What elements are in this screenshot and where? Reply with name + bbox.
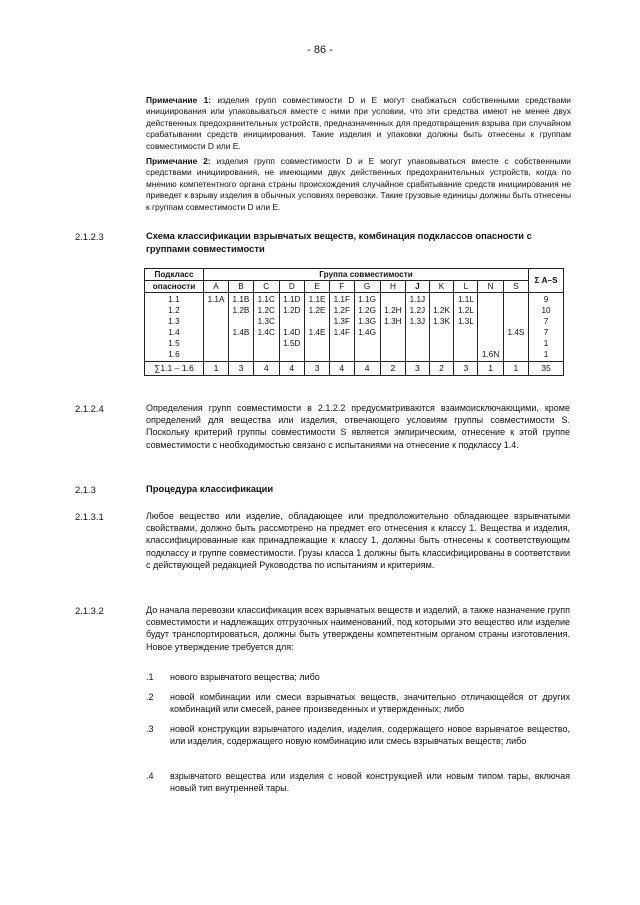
table-head-letter-f: F <box>330 281 354 293</box>
table-cell <box>429 327 454 338</box>
table-cell <box>204 316 229 327</box>
table-row <box>145 349 564 362</box>
table-cell <box>330 338 354 349</box>
table-head-subclass: Подкласс <box>145 269 204 281</box>
table-cell: 1.2D <box>279 305 305 316</box>
table-sum-cell: 9 <box>529 293 564 306</box>
table-total-cell: 4 <box>279 362 305 376</box>
table-sum-cell: 7 <box>529 316 564 327</box>
table-cell: 1.1F <box>330 293 354 306</box>
table-cell <box>478 305 504 316</box>
table-cell <box>305 338 330 349</box>
table-cell: 1.4S <box>503 327 528 338</box>
section-number-2-1-3-2: 2.1.3.2 <box>75 605 104 616</box>
table-cell <box>279 316 305 327</box>
table-cell <box>380 338 406 349</box>
table-total-cell: 3 <box>406 362 429 376</box>
table-cell: 1.3F <box>330 316 354 327</box>
table-cell <box>478 293 504 306</box>
table-cell: 1.1L <box>454 293 478 306</box>
note-2-label: Примечание 2: <box>146 156 211 166</box>
table-head-letter-k: K <box>429 281 454 293</box>
table-cell <box>228 349 253 362</box>
table-head-letter-b: B <box>228 281 253 293</box>
table-cell <box>406 338 429 349</box>
table-cell: 1.3G <box>354 316 380 327</box>
section-number-2-1-2-3: 2.1.2.3 <box>75 231 104 242</box>
table-cell: 1.1B <box>228 293 253 306</box>
list-item-text: нового взрывчатого вещества; либо <box>170 672 320 682</box>
table-cell <box>380 327 406 338</box>
table-subclass-cell: 1.3 <box>145 316 204 327</box>
table-total-cell: 3 <box>228 362 253 376</box>
list-item-number: .3 <box>146 724 154 734</box>
table-sum-cell: 7 <box>529 327 564 338</box>
table-cell <box>429 293 454 306</box>
table-cell <box>503 305 528 316</box>
table-sum-cell: 1 <box>529 338 564 349</box>
list-item-text: новой комбинации или смеси взрывчатых веществ, значительно отличающейся от других комбинаций или смесей, ранее произведенных и утвержденных; либо <box>170 692 570 715</box>
table-head-letter-s: S <box>503 281 528 293</box>
table-total-cell: 1 <box>204 362 229 376</box>
table-head-letter-h: H <box>380 281 406 293</box>
table-cell <box>503 338 528 349</box>
table-head-letter-d: D <box>279 281 305 293</box>
table-cell: 1.3H <box>380 316 406 327</box>
table-cell: 1.1C <box>253 293 279 306</box>
table-cell <box>204 338 229 349</box>
table-cell: 1.1J <box>406 293 429 306</box>
table-cell: 1.1A <box>204 293 229 306</box>
table-head-group: Группа совместимости <box>204 269 529 281</box>
table-cell <box>204 305 229 316</box>
table-subclass-cell: 1.1 <box>145 293 204 306</box>
table-cell: 1.2J <box>406 305 429 316</box>
table-sum-cell: 10 <box>529 305 564 316</box>
section-title-2-1-2-3: Схема классификации взрывчатых веществ, комбинация подклассов опасности с группами совместимости <box>146 230 532 254</box>
note-1-text: изделия групп совместимости D и E могут снабжаться собственными средствами инициирования или упаковываться вместе с ними при условии, что эти средства имеют не менее двух действенных предохранительных устройств, предназначенных для предотвращения взрыва при случайном срабатывании средств инициирования. Такие изделия и упаковки должны быть отнесены к группам совместимости D или E. <box>146 95 571 151</box>
table-cell <box>429 338 454 349</box>
table-head-letter-g: G <box>354 281 380 293</box>
table-head-letter-c: C <box>253 281 279 293</box>
table-head-letter-a: A <box>204 281 229 293</box>
table-cell: 1.2C <box>253 305 279 316</box>
table-cell <box>228 316 253 327</box>
table-total-cell: 1 <box>503 362 528 376</box>
section-text-2-1-2-4: Определения групп совместимости в 2.1.2.2 предусматриваются взаимоисключающими, кроме определений для вещества или изделия, отвечающего условиям группы совместимости S. Поскольку критерий группы совместимости S является эмпирическим, отнесение к этой группе совместимости с необходимостью связано с испытаниями на отнесение к подклассу 1.4. <box>146 403 570 450</box>
note-2 <box>146 156 571 213</box>
table-cell <box>406 327 429 338</box>
table-cell: 1.2B <box>228 305 253 316</box>
table-cell: 1.2K <box>429 305 454 316</box>
table-cell: 1.4D <box>279 327 305 338</box>
table-cell: 1.5D <box>279 338 305 349</box>
table-head-letter-e: E <box>305 281 330 293</box>
table-total-cell: 3 <box>454 362 478 376</box>
table-cell: 1.6N <box>478 349 504 362</box>
table-total-cell: 2 <box>380 362 406 376</box>
section-title-2-1-3: Процедура классификации <box>146 483 274 494</box>
table-row <box>145 293 564 306</box>
table-cell <box>204 327 229 338</box>
table-total-sum: 35 <box>529 362 564 376</box>
table-row <box>145 327 564 338</box>
table-total-cell: 2 <box>429 362 454 376</box>
table-cell <box>503 316 528 327</box>
table-cell: 1.3C <box>253 316 279 327</box>
table-head-sum: Σ A–S <box>529 269 564 293</box>
table-cell <box>380 349 406 362</box>
section-number-2-1-3: 2.1.3 <box>75 484 96 495</box>
table-cell <box>478 327 504 338</box>
table-head-letter-j: J <box>406 281 429 293</box>
table-cell: 1.3L <box>454 316 478 327</box>
note-2-text: изделия групп совместимости D и E могут упаковываться вместе с собственными средствами инициирования, не имеющими двух действенных предохранительных устройств, когда по мнению компетентного органа страны происхождения случайное срабатывание средств инициирования не приведет к взрыву изделия в обычных условиях перевозки. Такие грузовые единицы должны быть отнесены к группам совместимости D или E. <box>146 156 571 212</box>
table-subclass-cell: 1.4 <box>145 327 204 338</box>
table-head-letter-n: N <box>478 281 504 293</box>
table-subclass-cell: 1.5 <box>145 338 204 349</box>
table-cell <box>380 293 406 306</box>
table-cell <box>503 293 528 306</box>
table-sum-cell: 1 <box>529 349 564 362</box>
list-item-number: .4 <box>146 771 154 781</box>
compatibility-table <box>144 268 564 376</box>
table-cell: 1.4B <box>228 327 253 338</box>
table-cell: 1.4F <box>330 327 354 338</box>
section-text-2-1-3-2: До начала перевозки классификация всех взрывчатых веществ и изделий, а также назначение групп совместимости и надлежащих отгрузочных наименований, под которыми это вещество или изделие будут транспортироваться, должны быть утверждены компетентным органом страны изготовления. Новое утверждение требуется для: <box>146 605 570 652</box>
table-cell <box>454 327 478 338</box>
table-cell <box>305 316 330 327</box>
section-number-2-1-2-4: 2.1.2.4 <box>75 403 104 414</box>
table-cell: 1.4E <box>305 327 330 338</box>
section-number-2-1-3-1: 2.1.3.1 <box>75 511 104 522</box>
page-number: - 86 - <box>307 44 333 56</box>
table-cell: 1.2G <box>354 305 380 316</box>
table-total-cell: 4 <box>253 362 279 376</box>
note-1-label: Примечание 1: <box>146 95 212 105</box>
table-total-label: ∑1.1 – 1.6 <box>145 362 204 376</box>
table-cell: 1.2L <box>454 305 478 316</box>
table-cell <box>406 349 429 362</box>
table-cell: 1.3J <box>406 316 429 327</box>
table-row <box>145 316 564 327</box>
table-subclass-cell: 1.2 <box>145 305 204 316</box>
table-cell: 1.3K <box>429 316 454 327</box>
list-item-number: .1 <box>146 672 154 682</box>
note-1 <box>146 95 571 152</box>
section-text-2-1-3-1: Любое вещество или изделие, обладающее или предположительно обладающее взрывчатыми свойствами, должно быть рассмотрено на предмет его отнесения к классу 1. Вещества и изделия, классифицированные как принадлежащие к классу 1, должны быть отнесены к соответствующим подклассу и группе совместимости. Грузы класса 1 должны быть классифицированы в соответствии с действующей редакцией Руководства по испытаниям и критериям. <box>146 511 570 570</box>
table-cell <box>454 349 478 362</box>
table-total-cell: 4 <box>354 362 380 376</box>
table-cell: 1.1E <box>305 293 330 306</box>
table-cell: 1.2E <box>305 305 330 316</box>
table-cell <box>478 338 504 349</box>
table-cell <box>330 349 354 362</box>
table-cell: 1.1G <box>354 293 380 306</box>
table-cell <box>253 349 279 362</box>
list-item-text: взрывчатого вещества или изделия с новой конструкцией или новым типом тары, включая новый тип внутренней тары. <box>170 771 570 794</box>
table-cell <box>228 338 253 349</box>
table-cell: 1.4C <box>253 327 279 338</box>
table-cell: 1.2H <box>380 305 406 316</box>
table-row <box>145 338 564 349</box>
table-row <box>145 305 564 316</box>
table-cell <box>354 338 380 349</box>
table-cell <box>478 316 504 327</box>
table-cell: 1.2F <box>330 305 354 316</box>
table-cell <box>253 338 279 349</box>
table-cell <box>503 349 528 362</box>
table-cell <box>204 349 229 362</box>
table-subclass-cell: 1.6 <box>145 349 204 362</box>
table-cell <box>454 338 478 349</box>
table-cell <box>279 349 305 362</box>
table-cell <box>429 349 454 362</box>
table-total-cell: 4 <box>330 362 354 376</box>
list-item-number: .2 <box>146 692 154 702</box>
table-head-hazard: опасности <box>145 281 204 293</box>
table-cell <box>305 349 330 362</box>
list-item-text: новой конструкции взрывчатого изделия, изделия, содержащего новое взрывчатое вещество, или изделия, содержащего новую комбинацию или смесь взрывчатых веществ; либо <box>170 724 570 747</box>
table-cell: 1.4G <box>354 327 380 338</box>
table-total-cell: 1 <box>478 362 504 376</box>
table-cell <box>354 349 380 362</box>
table-cell: 1.1D <box>279 293 305 306</box>
table-head-letter-l: L <box>454 281 478 293</box>
table-total-cell: 3 <box>305 362 330 376</box>
